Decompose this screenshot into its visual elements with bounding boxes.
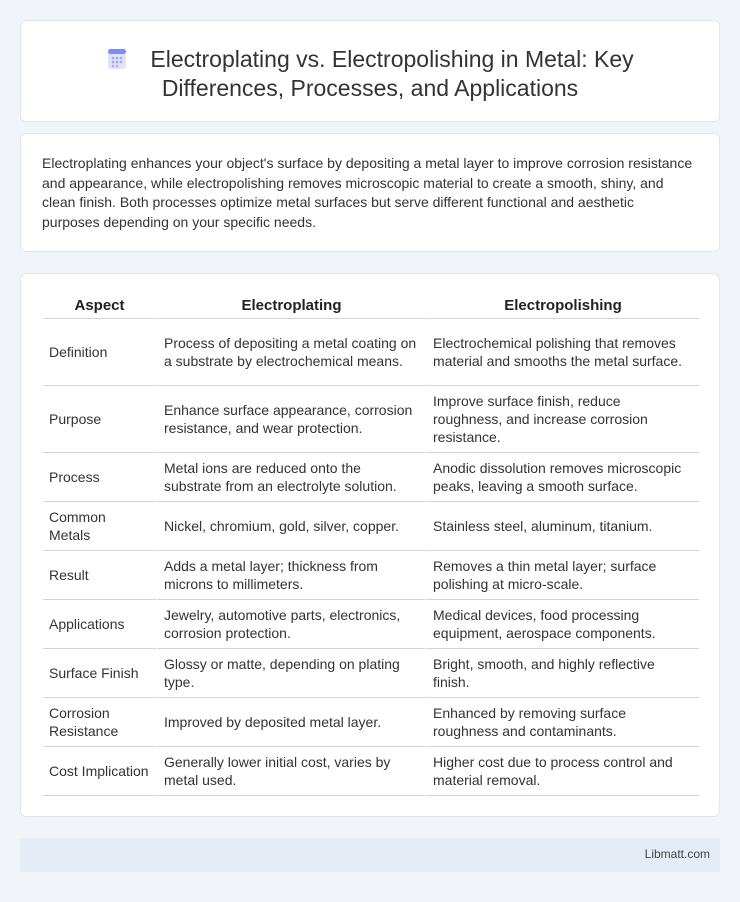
electropolishing-cell: Enhanced by removing surface roughness and contaminants. — [425, 698, 699, 747]
aspect-cell: Corrosion Resistance — [43, 698, 156, 747]
title-line-2: Differences, Processes, and Applications — [161, 75, 579, 101]
aspect-cell: Applications — [43, 600, 156, 649]
electroplating-cell: Nickel, chromium, gold, silver, copper. — [156, 502, 425, 551]
title-card — [20, 20, 720, 122]
table-row — [43, 698, 699, 747]
electroplating-cell: Metal ions are reduced onto the substrate from an electrolyte solution. — [156, 453, 425, 502]
electroplating-cell: Jewelry, automotive parts, electronics, corrosion protection. — [156, 600, 425, 649]
electropolishing-cell: Higher cost due to process control and material removal. — [425, 747, 699, 796]
header-electroplating: Electroplating — [156, 292, 425, 319]
intro-paragraph: Electroplating enhances your object's surface by depositing a metal layer to improve corrosion resistance and appearance, while electropolishing removes microscopic material to create a smooth, shiny, and clean finish. Both processes optimize metal surfaces but serve different functional and aesthetic purposes depending on your specific needs. — [42, 155, 693, 230]
electroplating-cell: Adds a metal layer; thickness from microns to millimeters. — [156, 551, 425, 600]
electropolishing-cell: Removes a thin metal layer; surface polishing at micro-scale. — [425, 551, 699, 600]
electroplating-cell: Generally lower initial cost, varies by metal used. — [156, 747, 425, 796]
table-row — [43, 453, 699, 502]
table-row — [43, 747, 699, 796]
electropolishing-cell: Anodic dissolution removes microscopic peaks, leaving a smooth surface. — [425, 453, 699, 502]
electropolishing-cell: Medical devices, food processing equipment, aerospace components. — [425, 600, 699, 649]
aspect-cell: Surface Finish — [43, 649, 156, 698]
header-aspect: Aspect — [43, 292, 156, 319]
table-row — [43, 386, 699, 453]
header-electropolishing: Electropolishing — [425, 292, 699, 319]
electropolishing-cell: Bright, smooth, and highly reflective finish. — [425, 649, 699, 698]
table-row — [43, 319, 699, 386]
electroplating-cell: Improved by deposited metal layer. — [156, 698, 425, 747]
electroplating-cell: Glossy or matte, depending on plating type. — [156, 649, 425, 698]
document-grid-icon — [106, 48, 128, 70]
aspect-cell: Common Metals — [43, 502, 156, 551]
table-header-row — [43, 292, 699, 319]
electroplating-cell: Enhance surface appearance, corrosion resistance, and wear protection. — [156, 386, 425, 453]
page-title — [21, 45, 719, 103]
intro-card — [20, 133, 720, 252]
comparison-card — [20, 273, 720, 817]
footer-bar — [20, 838, 720, 872]
aspect-cell: Process — [43, 453, 156, 502]
comparison-table — [43, 292, 699, 796]
table-row — [43, 600, 699, 649]
aspect-cell: Purpose — [43, 386, 156, 453]
aspect-cell: Definition — [43, 319, 156, 386]
electropolishing-cell: Stainless steel, aluminum, titanium. — [425, 502, 699, 551]
aspect-cell: Result — [43, 551, 156, 600]
footer-site-link[interactable]: Libmatt.com — [644, 847, 710, 861]
table-row — [43, 502, 699, 551]
aspect-cell: Cost Implication — [43, 747, 156, 796]
table-row — [43, 551, 699, 600]
electroplating-cell: Process of depositing a metal coating on a substrate by electrochemical means. — [156, 319, 425, 386]
table-row — [43, 649, 699, 698]
electropolishing-cell: Improve surface finish, reduce roughness, and increase corrosion resistance. — [425, 386, 699, 453]
title-line-1: Electroplating vs. Electropolishing in Metal: Key — [150, 46, 634, 72]
electropolishing-cell: Electrochemical polishing that removes material and smooths the metal surface. — [425, 319, 699, 386]
